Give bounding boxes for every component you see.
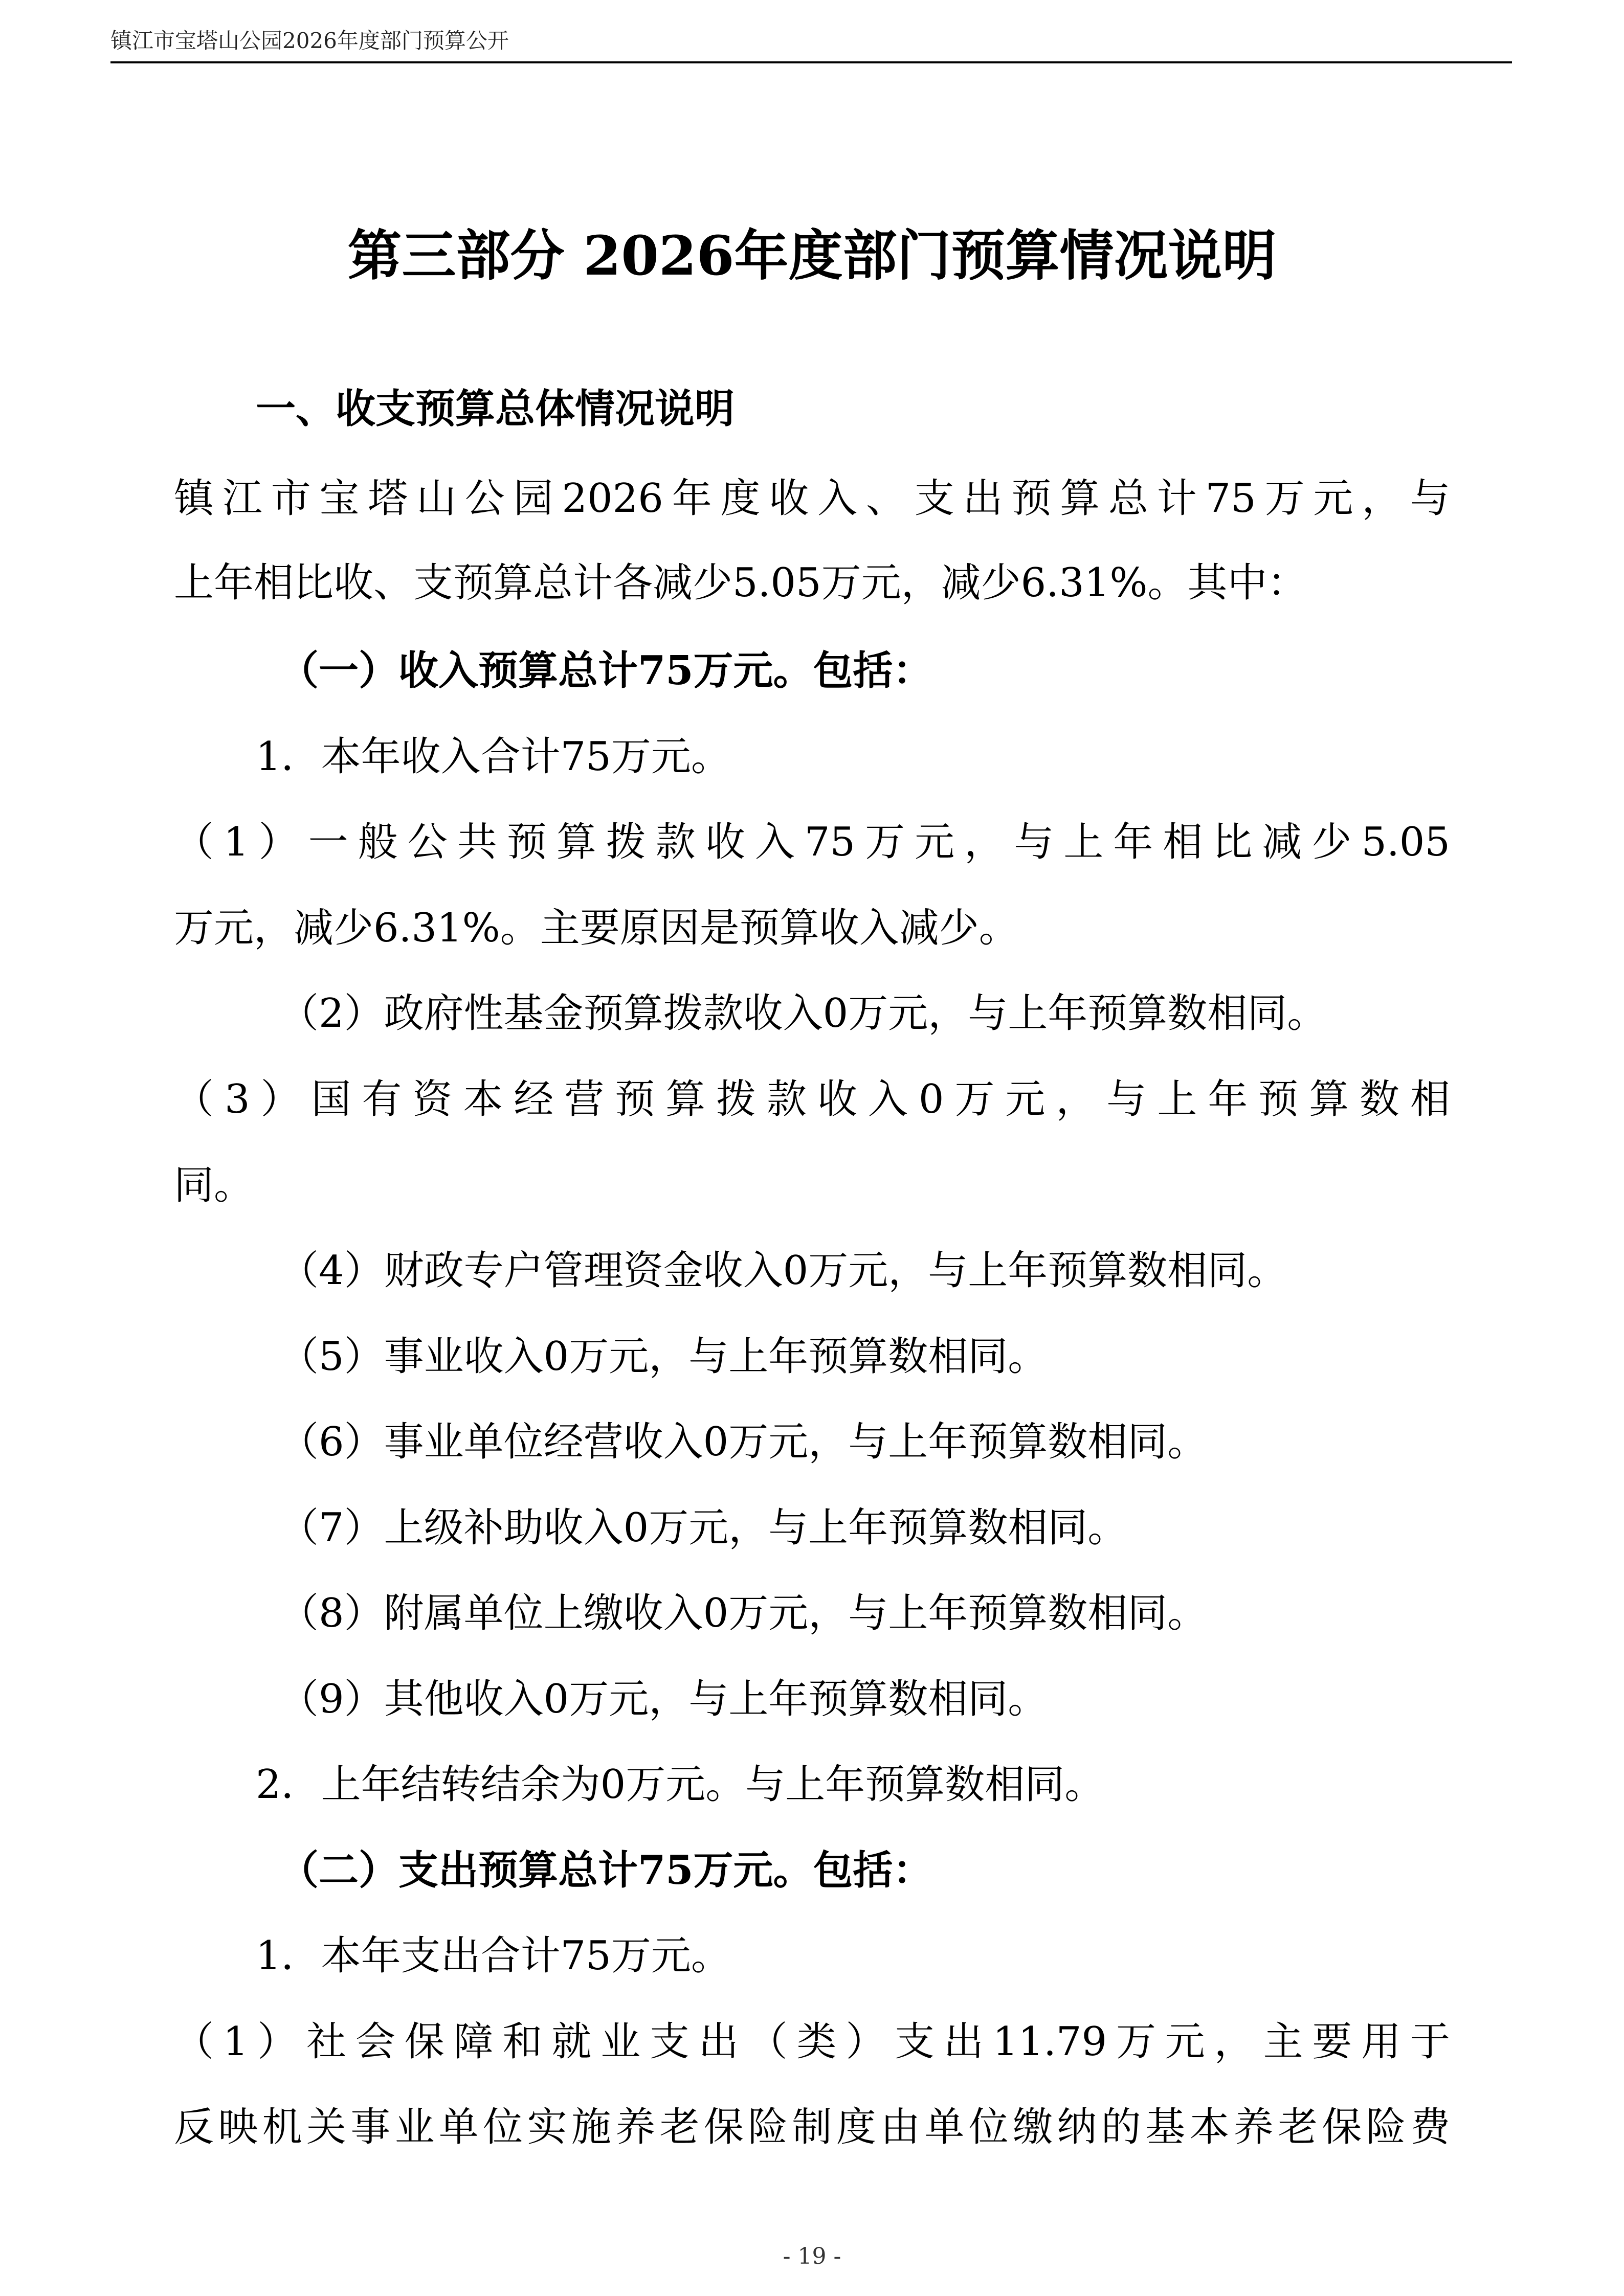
income-sub-2: （2）政府性基金预算拨款收入0万元，与上年预算数相同。 [279,991,1327,1037]
income-sub-4: （4）财政专户管理资金收入0万元，与上年预算数相同。 [279,1248,1287,1294]
income-sub-3-line-2: 同。 [174,1162,254,1208]
income-sub-9: （9）其他收入0万元，与上年预算数相同。 [279,1676,1048,1722]
expense-sub-1-line-1: （1）社会保障和就业支出（类）支出11.79万元，主要用于 [174,2019,1450,2065]
income-sub-8: （8）附属单位上缴收入0万元，与上年预算数相同。 [279,1590,1208,1636]
overview-paragraph-line-2: 上年相比收、支预算总计各减少5.05万元，减少6.31%。其中： [174,560,1307,606]
page-number: - 19 - [783,2243,841,2269]
income-sub-6: （6）事业单位经营收入0万元，与上年预算数相同。 [279,1419,1208,1465]
income-sub-1-line-1: （1）一般公共预算拨款收入75万元，与上年相比减少5.05 [174,819,1450,865]
expense-heading: （二）支出预算总计75万元。包括： [279,1847,933,1894]
overview-paragraph-line-1: 镇江市宝塔山公园2026年度收入、支出预算总计75万元，与 [174,476,1450,522]
expense-sub-1-line-2: 反映机关事业单位实施养老保险制度由单位缴纳的基本养老保险费 [174,2104,1450,2150]
income-sub-7: （7）上级补助收入0万元，与上年预算数相同。 [279,1505,1128,1551]
income-sub-5: （5）事业收入0万元，与上年预算数相同。 [279,1334,1048,1380]
expense-item-1: 1．本年支出合计75万元。 [256,1933,731,1979]
document-title: 第三部分 2026年度部门预算情况说明 [347,223,1277,287]
section-heading-overview: 一、收支预算总体情况说明 [256,386,735,432]
header-text: 镇江市宝塔山公园2026年度部门预算公开 [110,28,509,53]
income-item-2: 2．上年结转结余为0万元。与上年预算数相同。 [256,1762,1105,1808]
income-heading: （一）收入预算总计75万元。包括： [279,647,933,694]
income-sub-3-line-1: （3）国有资本经营预算拨款收入0万元，与上年预算数相 [174,1076,1450,1122]
page-header [110,20,1512,63]
income-item-1: 1．本年收入合计75万元。 [256,734,731,780]
income-sub-1-line-2: 万元，减少6.31%。主要原因是预算收入减少。 [174,905,1019,951]
